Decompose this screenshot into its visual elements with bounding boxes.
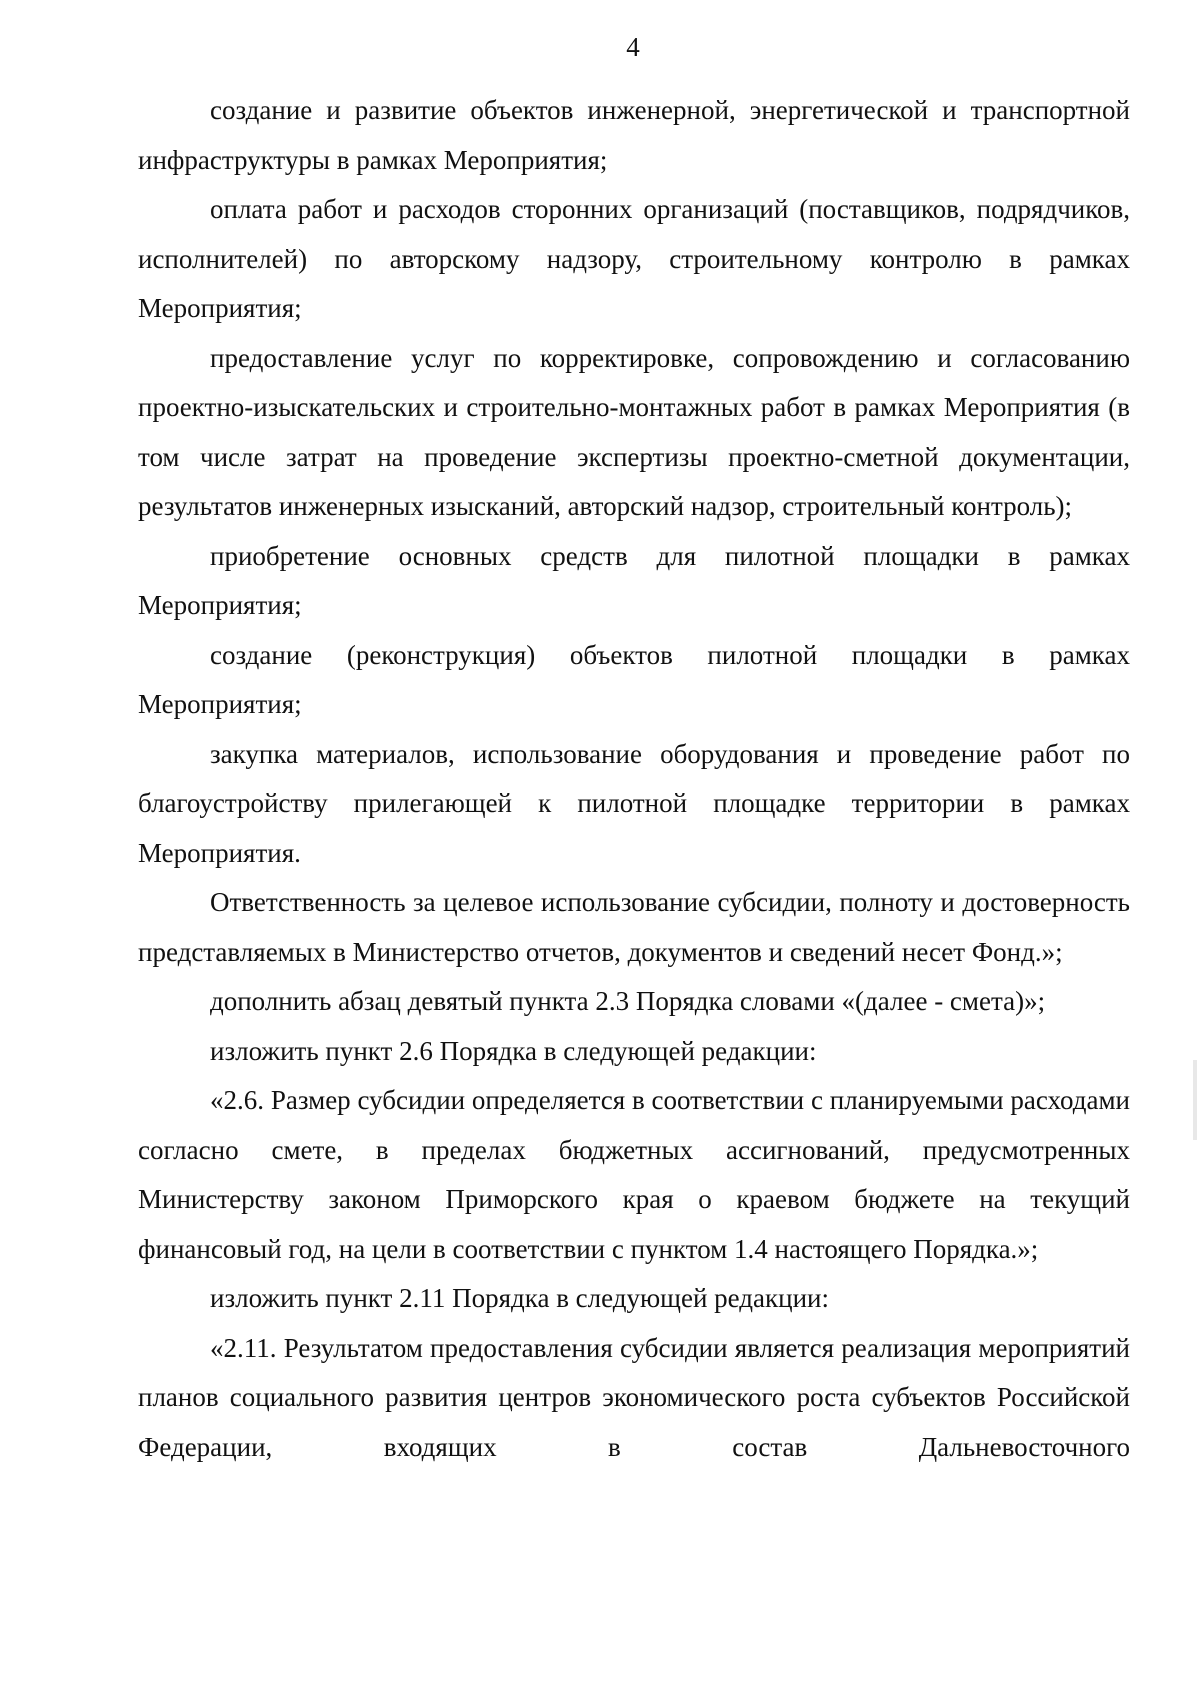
- paragraph-infrastructure: создание и развитие объектов инженерной, энергетической и транспортной инфраструктуры в рамках Мероприятия;: [138, 95, 1130, 175]
- document-body: [138, 86, 1130, 1472]
- page-number: 4: [626, 32, 640, 62]
- paragraph-responsibility: Ответственность за целевое использование субсидии, полноту и достоверность представляемых в Министерство отчетов, документов и сведений несет Фонд.»;: [138, 887, 1130, 967]
- paragraph-clause-2-6: «2.6. Размер субсидии определяется в соответствии с планируемыми расходами согласно смете, в пределах бюджетных ассигнований, предусмотренных Министерству законом Приморского края о краевом бюджете на текущий финансовый год, на цели в соответствии с пунктом 1.4 настоящего Порядка.»;: [138, 1085, 1130, 1264]
- paragraph-restate-2-6: изложить пункт 2.6 Порядка в следующей редакции:: [210, 1035, 817, 1066]
- scan-artifact: [1193, 1060, 1197, 1140]
- paragraph-fixed-assets: приобретение основных средств для пилотной площадки в рамках Мероприятия;: [138, 540, 1130, 620]
- paragraph-clause-2-11: «2.11. Результатом предоставления субсидии является реализация мероприятий планов социального развития центров экономического роста субъектов Российской Федерации, входящих в состав Дальневосточного: [138, 1332, 1130, 1462]
- paragraph-payment-of-works: оплата работ и расходов сторонних организаций (поставщиков, подрядчиков, исполнителей) по авторскому надзору, строительному контролю в рамках Мероприятия;: [138, 194, 1130, 323]
- paragraph-services: предоставление услуг по корректировке, сопровождению и согласованию проектно-изыскательских и строительно-монтажных работ в рамках Мероприятия (в том числе затрат на проведение экспертизы проектно-сметной документации, результатов инженерных изысканий, авторский надзор, строительный контроль);: [138, 342, 1130, 521]
- paragraph-restate-2-11: изложить пункт 2.11 Порядка в следующей редакции:: [210, 1283, 829, 1313]
- paragraph-landscaping: закупка материалов, использование оборудования и проведение работ по благоустройству прилегающей к пилотной площадке территории в рамках Мероприятия.: [138, 738, 1130, 868]
- paragraph-reconstruction: создание (реконструкция) объектов пилотной площадки в рамках Мероприятия;: [138, 639, 1130, 719]
- paragraph-amend-2-3: дополнить абзац девятый пункта 2.3 Порядка словами «(далее - смета)»;: [210, 986, 1046, 1016]
